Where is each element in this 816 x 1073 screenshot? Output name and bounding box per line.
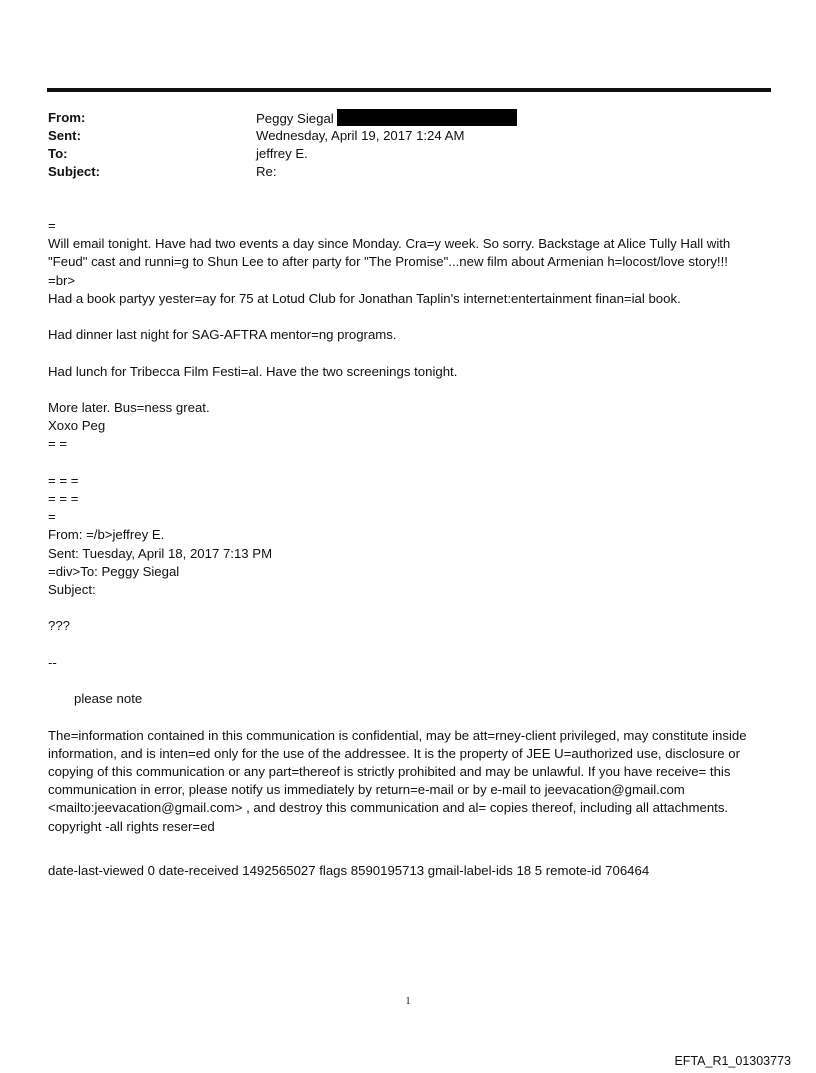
body-line: = [48, 509, 56, 525]
page-number: 1 [405, 996, 411, 1007]
sent-value: Wednesday, April 19, 2017 1:24 AM [256, 128, 465, 143]
body-line: Had lunch for Tribecca Film Festi=al. Have the two screenings tonight. [48, 363, 458, 379]
body-line: Will email tonight. Have had two events a day since Monday. Cra=y week. So sorry. Backstage at Alice Tully Hall with "Feud" cast and runni=g to Shun Lee to after party for "The Promise"...new film about Armenian h=locost/love story!!! [48, 236, 731, 270]
body-line: Sent: Tuesday, April 18, 2017 7:13 PM [48, 545, 273, 561]
header-rule [47, 88, 771, 92]
body-line: = [48, 218, 56, 233]
from-row [48, 109, 517, 127]
body-line: Had dinner last night for SAG-AFTRA mentor=ng programs. [48, 327, 397, 343]
body-line: -- [48, 654, 57, 670]
body-line: ??? [48, 618, 71, 634]
body-line: = = = [48, 472, 79, 488]
disclaimer-paragraph: The=information contained in this communication is confidential, may be att=rney-client privileged, may constitute inside information, and is inten=ed only for the use of the addressee. It is the property of JEE U=authorized use, disclosure or copying of this communication or any part=thereof is strictly prohibited and may be unlawful. If you have receive= this communication in error, please notify us immediately by return=e-mail or by e-mail to jeevacation@gmail.com <mailto:jeevacation@gmail.com> , and destroy this communication and al= copies thereof, including all attachments. copyright -all rights reser=ed [48, 727, 747, 834]
body-line: From: =/b>jeffrey E. [48, 527, 165, 543]
email-header [48, 109, 517, 181]
to-row [48, 145, 517, 163]
redaction-box [337, 109, 517, 126]
body-line: Had a book partyy yester=ay for 75 at Lotud Club for Jonathan Taplin's internet:entertainment finan=ial book. [48, 290, 681, 306]
subject-label: Subject: [48, 164, 101, 179]
body-line: = = [48, 436, 68, 452]
body-line: Xoxo Peg [48, 418, 106, 434]
body-line: please note [74, 691, 143, 707]
body-line: Subject: [48, 582, 96, 597]
from-name: Peggy Siegal [256, 111, 334, 126]
to-value: jeffrey E. [256, 146, 308, 161]
body-line: =br> [48, 272, 76, 288]
sent-label: Sent: [48, 128, 81, 143]
to-label: To: [48, 146, 68, 161]
body-line: =div>To: Peggy Siegal [48, 563, 180, 579]
body-line: = = = [48, 490, 79, 506]
metadata-line: date-last-viewed 0 date-received 1492565027 flags 8590195713 gmail-label-ids 18 5 remote-id 706464 [48, 863, 650, 878]
from-label: From: [48, 110, 86, 125]
subject-row [48, 163, 517, 181]
sent-row [48, 127, 517, 145]
email-body [48, 217, 772, 836]
bates-number: EFTA_R1_01303773 [674, 1054, 791, 1068]
from-value [256, 109, 517, 127]
body-line: More later. Bus=ness great. [48, 399, 210, 415]
subject-value: Re: [256, 164, 277, 179]
